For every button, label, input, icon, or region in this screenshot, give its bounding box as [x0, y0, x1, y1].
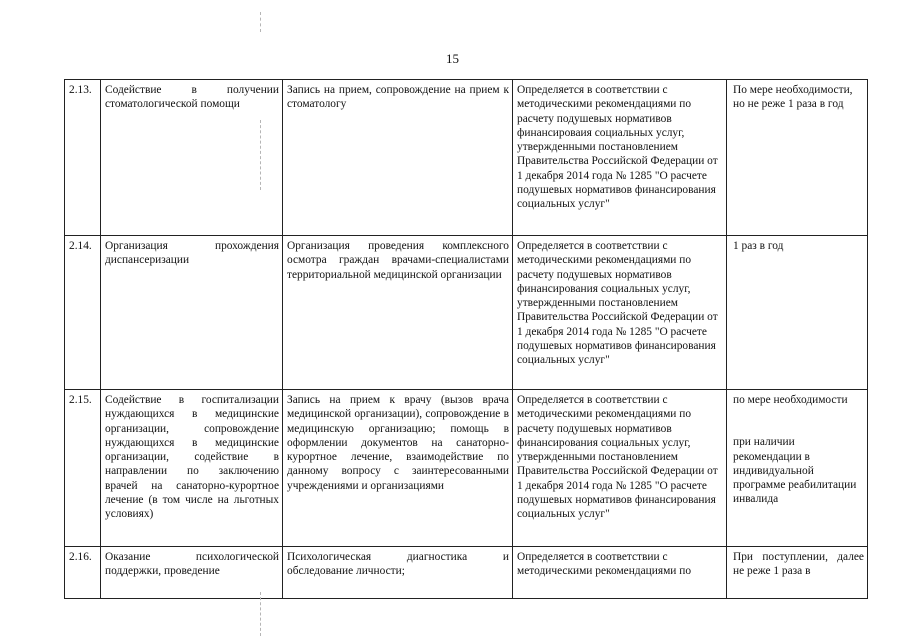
fold-line: [260, 592, 261, 636]
row-number: 2.14.: [65, 236, 101, 390]
service-content: Запись на прием, сопровождение на прием к стоматологу: [283, 80, 513, 236]
fold-line: [260, 12, 261, 32]
row-number: 2.16.: [65, 547, 101, 599]
row-number: 2.13.: [65, 80, 101, 236]
period-text: По мере необходимости, но не реже 1 раза в год: [733, 84, 853, 111]
service-norm: Определяется в соответствии с методическими рекомендациями по расчету подушевых нормативов финансироваия социальных услуг, утвержденными постановлением Правительства Российской Федерации от 1 декабря 2014 года № 1285 "О расчете подушевых нормативов финансирования социальных услуг": [513, 80, 727, 236]
service-content: Психологическая диагностика и обследование личности;: [283, 547, 513, 599]
period-text: При поступлении, далее не реже 1 раза в: [733, 551, 864, 578]
table-row: [65, 80, 868, 236]
services-table: [64, 79, 868, 599]
row-number: 2.15.: [65, 390, 101, 547]
table-row: [65, 236, 868, 390]
table-row: [65, 547, 868, 599]
service-norm: Определяется в соответствии с методическими рекомендациями по расчету подушевых нормативов финансирования социальных услуг, утвержденными постановлением Правительства Российской Федерации от 1 декабря 2014 года № 1285 "О расчете подушевых нормативов финансирования социальных услуг": [513, 236, 727, 390]
service-period: [727, 547, 868, 599]
service-name: Содействие в получении стоматологической помощи: [101, 80, 283, 236]
service-name: Организация прохождения диспансеризации: [101, 236, 283, 390]
period-extra-text: при наличии рекомендации в индивидуальной программе реабилитации инвалида: [733, 436, 857, 506]
service-norm: Определяется в соответствии с методическими рекомендациями по: [513, 547, 727, 599]
service-period: [727, 390, 868, 547]
service-period: [727, 80, 868, 236]
page-number: 15: [446, 51, 459, 66]
fold-line: [260, 120, 261, 190]
service-name: Содействие в госпитализации нуждающихся в медицинские организации, сопровождение нуждающихся в медицинские организации, содействие в направлении по заключению врачей на санаторно-курортное лечение (в том числе на льготных условиях): [101, 390, 283, 547]
service-period: [727, 236, 868, 390]
service-name: Оказание психологической поддержки, проведение: [101, 547, 283, 599]
service-content: Организация проведения комплексного осмотра граждан врачами-специалистами территориальной медицинской организации: [283, 236, 513, 390]
period-text: по мере необходимости: [733, 394, 848, 406]
service-norm: Определяется в соответствии с методическими рекомендациями по расчету подушевых нормативов финансирования социальных услуг, утвержденными постановлением Правительства Российской Федерации от 1 декабря 2014 года № 1285 "О расчете подушевых нормативов финансирования социальных услуг": [513, 390, 727, 547]
service-content: Запись на прием к врачу (вызов врача медицинской организации), сопровождение в медицинскую организацию; помощь в оформлении документов на санаторно-курортное лечение, взаимодействие по данному вопросу с заинтересованными учреждениями и организациями: [283, 390, 513, 547]
table-row: [65, 390, 868, 547]
period-text: 1 раз в год: [733, 240, 784, 252]
